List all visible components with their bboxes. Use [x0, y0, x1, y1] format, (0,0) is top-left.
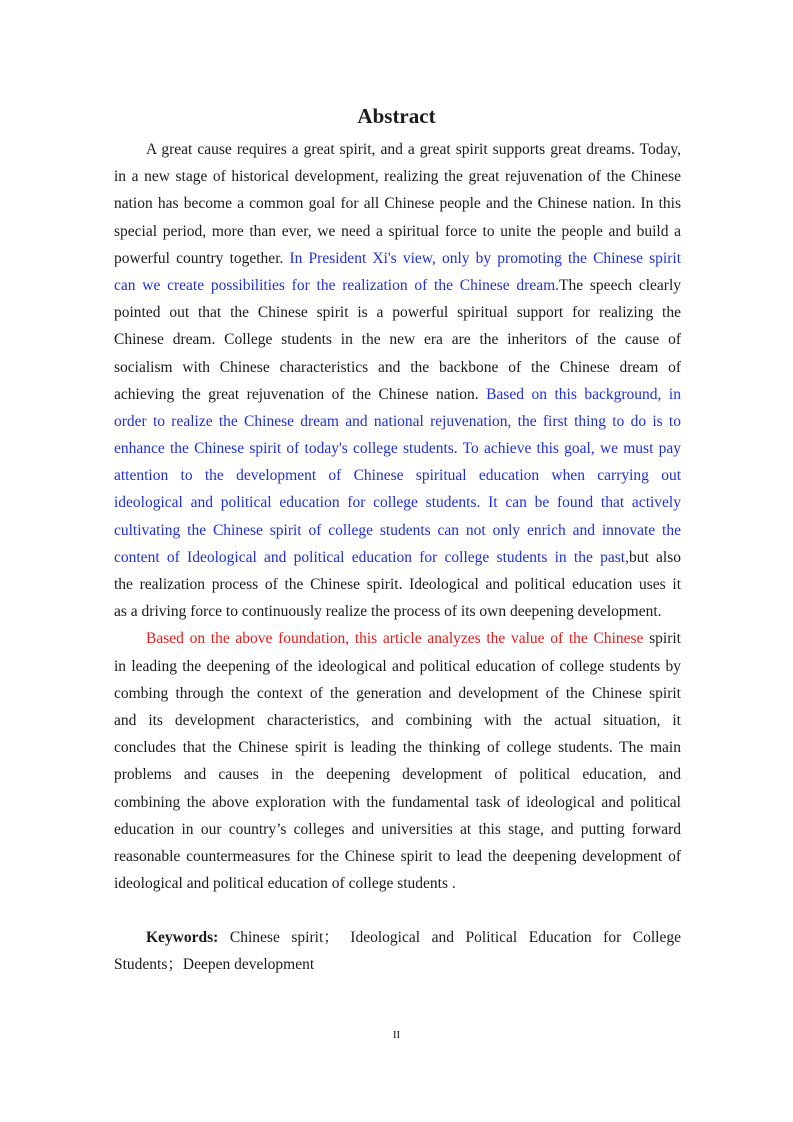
text-line — [114, 544, 681, 571]
text-segment: can we create possibilities for the realization of the Chinese dream. — [114, 276, 560, 294]
text-line — [114, 789, 681, 816]
keywords-text-1: Chinese spirit； Ideological and Political Education for College — [229, 929, 681, 947]
text-line — [114, 299, 681, 326]
text-line — [114, 598, 681, 625]
text-line — [114, 761, 681, 788]
text-segment: but also — [628, 548, 681, 566]
text-segment: ideological and political education for college students. It can be found that actively — [114, 494, 681, 512]
text-segment: nation has become a common goal for all Chinese people and the Chinese nation. In this — [114, 195, 681, 213]
text-line — [114, 245, 681, 272]
text-segment: concludes that the Chinese spirit is leading the thinking of college students. The main — [114, 739, 681, 757]
paragraph-1 — [114, 136, 681, 625]
text-line — [114, 625, 681, 652]
text-segment: achieving the great rejuvenation of the Chinese nation. — [114, 385, 487, 403]
text-line — [114, 136, 681, 163]
text-segment: in leading the deepening of the ideological and political education of college students by — [114, 657, 681, 675]
text-line — [114, 326, 681, 353]
text-line — [114, 462, 681, 489]
text-segment: spirit — [643, 630, 681, 648]
text-segment: as a driving force to continuously realize the process of its own deepening development. — [114, 603, 662, 621]
text-line — [114, 707, 681, 734]
text-segment: the realization process of the Chinese spirit. Ideological and political education uses it — [114, 576, 681, 593]
text-segment: attention to the development of Chinese spiritual education when carrying out — [114, 467, 681, 485]
text-segment: In President Xi's view, only by promoting the Chinese spirit — [289, 249, 682, 267]
text-segment: content of Ideological and political education for college students in the past, — [114, 548, 629, 566]
keywords-line-1 — [114, 924, 681, 951]
text-segment: socialism with Chinese characteristics and the backbone of the Chinese dream of — [114, 358, 681, 376]
text-line — [114, 489, 681, 516]
text-segment: Based on this background, in — [486, 385, 681, 403]
text-line — [114, 653, 681, 680]
text-segment: combining the above exploration with the fundamental task of ideological and political — [114, 793, 681, 811]
keywords-text-2: Students；Deepen development — [114, 956, 315, 974]
text-line — [114, 734, 681, 761]
keywords-label: Keywords: — [146, 929, 219, 947]
page-number: II — [392, 1029, 401, 1041]
text-segment: special period, more than ever, we need a spiritual force to unite the people and build a — [114, 222, 681, 240]
abstract-title: Abstract — [357, 104, 436, 128]
text-line — [114, 272, 681, 299]
text-line — [114, 435, 681, 462]
spacer — [114, 897, 681, 924]
text-segment: ideological and political education of college students . — [114, 875, 456, 893]
text-line — [114, 218, 681, 245]
text-line — [114, 517, 681, 544]
text-segment: combing through the context of the generation and development of the Chinese spirit — [114, 684, 681, 702]
text-segment: pointed out that the Chinese spirit is a powerful spiritual support for realizing the — [114, 304, 681, 322]
text-line — [114, 843, 681, 870]
text-segment: Based on the above foundation, this article analyzes the value of the Chinese — [146, 630, 644, 648]
text-segment: enhance the Chinese spirit of today's college students. To achieve this goal, we must pay — [114, 440, 681, 458]
text-segment: cultivating the Chinese spirit of college students can not only enrich and innovate the — [114, 521, 681, 539]
abstract-body — [114, 136, 681, 979]
text-segment: problems and causes in the deepening development of political education, and — [114, 766, 681, 784]
text-line — [114, 408, 681, 435]
text-segment: Chinese dream. College students in the new era are the inheritors of the cause of — [114, 331, 681, 349]
text-line — [114, 381, 681, 408]
text-segment: powerful country together. — [114, 249, 290, 267]
text-segment: and its development characteristics, and combining with the actual situation, it — [114, 711, 681, 729]
keywords-line-2 — [114, 951, 681, 978]
text-segment: reasonable countermeasures for the Chinese spirit to lead the deepening development of — [114, 847, 681, 865]
text-line — [114, 163, 681, 190]
paragraph-2 — [114, 625, 681, 897]
text-segment: in a new stage of historical development, realizing the great rejuvenation of the Chinese — [114, 168, 681, 186]
text-line — [114, 354, 681, 381]
text-segment: order to realize the Chinese dream and national rejuvenation, the first thing to do is to — [114, 412, 681, 430]
text-line — [114, 816, 681, 843]
text-line — [114, 870, 681, 897]
text-segment: A great cause requires a great spirit, and a great spirit supports great dreams. Today, — [146, 141, 681, 158]
text-line — [114, 680, 681, 707]
text-line — [114, 190, 681, 217]
text-line — [114, 571, 681, 598]
text-segment: education in our country’s colleges and universities at this stage, and putting forward — [114, 820, 681, 838]
text-segment: The speech clearly — [559, 276, 681, 294]
